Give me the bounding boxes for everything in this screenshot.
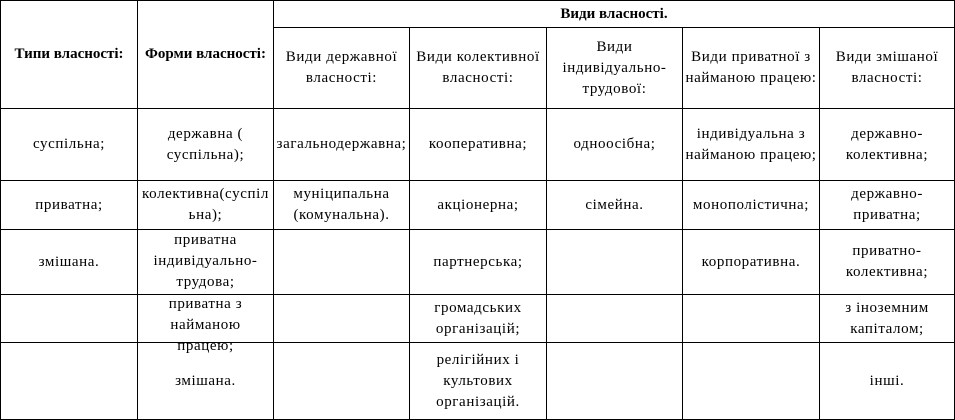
cell-form — [138, 295, 274, 354]
header-individual-kinds: Види індивідуально-трудової: — [547, 28, 683, 109]
cell-form-text: приватна індивідуально-трудова; — [153, 232, 258, 290]
table-row — [1, 181, 955, 230]
cell-form: державна ( суспільна); — [138, 109, 274, 181]
header-ownership-types: Типи власності: — [1, 1, 138, 109]
cell-individual — [547, 343, 683, 420]
table-row — [1, 295, 955, 343]
cell-form: колективна(суспільна); — [138, 181, 274, 230]
cell-collective: кооперативна; — [410, 109, 547, 181]
header-mixed-kinds: Види змішаної власності: — [820, 28, 955, 109]
cell-private — [683, 295, 820, 343]
cell-mixed: державно-колективна; — [820, 109, 955, 181]
header-private-kinds: Види приватної з найманою працею: — [683, 28, 820, 109]
cell-type: суспільна; — [1, 109, 138, 181]
cell-mixed: інші. — [820, 343, 955, 420]
cell-individual — [547, 295, 683, 343]
cell-private — [683, 343, 820, 420]
cell-type — [1, 343, 138, 420]
cell-individual: одноосібна; — [547, 109, 683, 181]
cell-form-text: приватна з найманою працею; — [168, 295, 243, 354]
cell-mixed: приватно-колективна; — [820, 230, 955, 295]
cell-form — [138, 230, 274, 295]
header-ownership-forms: Форми власності: — [138, 1, 274, 109]
cell-collective: релігійних і культових організацій. — [410, 343, 547, 420]
cell-state: загальнодержавна; — [274, 109, 410, 181]
cell-private: індивідуальна з найманою працею; — [683, 109, 820, 181]
cell-collective: громадських організацій; — [410, 295, 547, 343]
cell-mixed: з іноземним капіталом; — [820, 295, 955, 343]
cell-form: змішана. — [138, 343, 274, 420]
table-row — [1, 343, 955, 420]
cell-state — [274, 295, 410, 343]
cell-type — [1, 295, 138, 343]
cell-state — [274, 343, 410, 420]
table-row — [1, 230, 955, 295]
cell-collective: партнерська; — [410, 230, 547, 295]
cell-individual — [547, 230, 683, 295]
cell-type: змішана. — [1, 230, 138, 295]
cell-state — [274, 230, 410, 295]
table-row — [1, 109, 955, 181]
cell-collective: акціонерна; — [410, 181, 547, 230]
header-state-kinds: Види державної власності: — [274, 28, 410, 109]
cell-state: муніципальна (комунальна). — [274, 181, 410, 230]
header-ownership-kinds: Види власності. — [274, 1, 955, 28]
cell-mixed: державно-приватна; — [820, 181, 955, 230]
cell-individual: сімейна. — [547, 181, 683, 230]
cell-private: корпоративна. — [683, 230, 820, 295]
header-collective-kinds: Види колективної власності: — [410, 28, 547, 109]
cell-type: приватна; — [1, 181, 138, 230]
cell-private: монополістична; — [683, 181, 820, 230]
